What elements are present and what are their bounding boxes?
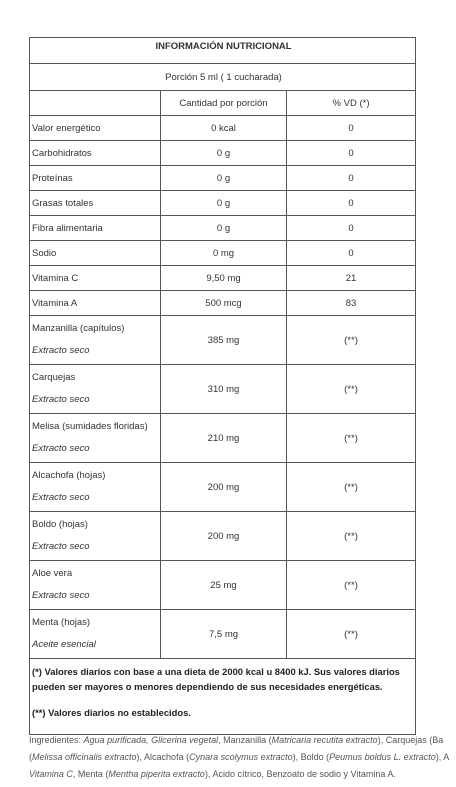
- nutrient-daily-value: 21: [287, 266, 416, 291]
- nutrient-name: Alcachofa (hojas): [32, 470, 106, 481]
- ingredient-text: , Menta (: [72, 769, 109, 779]
- nutrient-daily-value: 0: [287, 216, 416, 241]
- nutrient-daily-value: 83: [287, 291, 416, 316]
- nutrient-name: Carquejas: [32, 372, 76, 383]
- nutrient-name-cell: [30, 116, 161, 141]
- nutrient-name-cell: [30, 512, 161, 561]
- ingredient-text: (: [29, 752, 32, 762]
- nutrient-name-cell: [30, 216, 161, 241]
- nutrient-daily-value: (**): [287, 463, 416, 512]
- nutrient-amount: 0 g: [161, 166, 287, 191]
- column-header-amount: Cantidad por porción: [161, 91, 287, 116]
- nutrient-form: Extracto seco: [32, 492, 90, 503]
- nutrient-name: Carbohidratos: [32, 147, 92, 159]
- nutrient-amount: 310 mg: [161, 365, 287, 414]
- nutrient-amount: 0 g: [161, 216, 287, 241]
- nutrient-name: Fibra alimentaria: [32, 222, 103, 234]
- ingredient-scientific-name: Matricaria recutita extracto: [271, 735, 378, 745]
- nutrient-form: Extracto seco: [32, 394, 90, 405]
- nutrient-name-cell: [30, 141, 161, 166]
- nutrient-amount: 210 mg: [161, 414, 287, 463]
- nutrient-daily-value: 0: [287, 191, 416, 216]
- daily-value-footnote-line-2: pueden ser mayores o menores dependiendo de sus necesidades energéticas.: [32, 681, 383, 692]
- nutrient-form: Extracto seco: [32, 443, 90, 454]
- table-row: [30, 266, 416, 291]
- nutrient-amount: 200 mg: [161, 463, 287, 512]
- table-row: [30, 116, 416, 141]
- nutrient-name: Aloe vera: [32, 568, 73, 579]
- table-row: [30, 141, 416, 166]
- nutrient-name-cell: [30, 291, 161, 316]
- ingredient-text: ), Carquejas (Ba: [377, 735, 444, 745]
- ingredient-text: ), A: [435, 752, 450, 762]
- ingredient-scientific-name: Peumus boldus L. extracto: [329, 752, 436, 762]
- nutrient-amount: 9,50 mg: [161, 266, 287, 291]
- table-row: [30, 216, 416, 241]
- nutrient-amount: 0 kcal: [161, 116, 287, 141]
- nutrient-name: Vitamina C: [32, 272, 79, 284]
- ingredients-line-3: [29, 766, 456, 783]
- nutrient-name: Vitamina A: [32, 297, 78, 309]
- nutrient-form: Aceite esencial: [32, 639, 96, 650]
- nutrient-daily-value: (**): [287, 512, 416, 561]
- table-row: [30, 610, 416, 659]
- daily-value-footnote-line-1: (*) Valores diarios con base a una dieta de 2000 kcal u 8400 kJ. Sus valores diarios: [32, 666, 400, 677]
- ingredient-scientific-name: Vitamina C: [29, 769, 73, 779]
- nutrient-name: Menta (hojas): [32, 617, 91, 628]
- table-row: [30, 463, 416, 512]
- nutrient-name: Valor energético: [32, 122, 101, 134]
- nutrient-daily-value: (**): [287, 365, 416, 414]
- notes-cell: [30, 659, 416, 735]
- ingredients-list: [29, 732, 456, 783]
- nutrient-name: Melisa (sumidades floridas): [32, 421, 148, 432]
- column-header-daily-value: % VD (*): [287, 91, 416, 116]
- portion-size: Porción 5 ml ( 1 cucharada): [30, 64, 416, 91]
- table-row: [30, 316, 416, 365]
- nutrient-name-cell: [30, 166, 161, 191]
- nutrient-form: Extracto seco: [32, 590, 90, 601]
- nutrient-name: Sodio: [32, 247, 57, 259]
- nutrient-amount: 385 mg: [161, 316, 287, 365]
- nutrient-name-cell: [30, 414, 161, 463]
- table-title: INFORMACIÓN NUTRICIONAL: [30, 38, 416, 64]
- header-empty-cell: [30, 91, 161, 116]
- nutrition-facts-table: [29, 37, 416, 735]
- notes-row: [30, 659, 416, 735]
- nutrient-name-cell: [30, 365, 161, 414]
- ingredients-line-1: [29, 732, 456, 749]
- ingredient-scientific-name: Melissa officinalis extracto: [32, 752, 137, 762]
- table-body: [30, 38, 416, 735]
- nutrient-amount: 25 mg: [161, 561, 287, 610]
- table-row: [30, 414, 416, 463]
- nutrient-form: Extracto seco: [32, 345, 90, 356]
- nutrient-name-cell: [30, 316, 161, 365]
- nutrient-daily-value: (**): [287, 414, 416, 463]
- table-row: [30, 365, 416, 414]
- nutrient-daily-value: (**): [287, 316, 416, 365]
- nutrient-name-cell: [30, 561, 161, 610]
- nutrient-amount: 0 mg: [161, 241, 287, 266]
- table-row: [30, 241, 416, 266]
- ingredient-text: , Manzanilla (: [218, 735, 272, 745]
- ingredient-scientific-name: Mentha piperita extracto: [108, 769, 205, 779]
- not-established-footnote: (**) Valores diarios no establecidos.: [32, 707, 191, 718]
- table-row: [30, 291, 416, 316]
- nutrient-name-cell: [30, 241, 161, 266]
- nutrient-daily-value: 0: [287, 166, 416, 191]
- nutrient-name-cell: [30, 610, 161, 659]
- nutrient-daily-value: (**): [287, 610, 416, 659]
- nutrient-name: Manzanilla (capítulos): [32, 323, 125, 334]
- table-row: [30, 166, 416, 191]
- nutrient-name-cell: [30, 463, 161, 512]
- nutrient-name: Grasas totales: [32, 197, 94, 209]
- nutrient-amount: 200 mg: [161, 512, 287, 561]
- nutrient-name: Proteínas: [32, 172, 73, 184]
- nutrient-name-cell: [30, 191, 161, 216]
- table-row: [30, 561, 416, 610]
- ingredients-line-2: [29, 749, 456, 766]
- table-row: [30, 512, 416, 561]
- nutrient-amount: 0 g: [161, 141, 287, 166]
- nutrient-name: Boldo (hojas): [32, 519, 88, 530]
- ingredient-text: ), Boldo (: [292, 752, 330, 762]
- nutrient-daily-value: 0: [287, 241, 416, 266]
- nutrient-form: Extracto seco: [32, 541, 90, 552]
- nutrient-name-cell: [30, 266, 161, 291]
- nutrient-daily-value: 0: [287, 141, 416, 166]
- nutrient-daily-value: 0: [287, 116, 416, 141]
- ingredient-scientific-name: Cynara scolymus extracto: [189, 752, 293, 762]
- ingredient-scientific-name: Agua purificada, Glicerina vegetal: [83, 735, 219, 745]
- nutrient-amount: 7,5 mg: [161, 610, 287, 659]
- ingredient-text: Ingredientes:: [29, 735, 84, 745]
- nutrient-amount: 500 mcg: [161, 291, 287, 316]
- ingredient-text: ), Acido cítrico, Benzoato de sodio y Vitamina A.: [204, 769, 396, 779]
- nutrient-amount: 0 g: [161, 191, 287, 216]
- nutrient-daily-value: (**): [287, 561, 416, 610]
- ingredient-text: ), Alcachofa (: [136, 752, 190, 762]
- table-row: [30, 191, 416, 216]
